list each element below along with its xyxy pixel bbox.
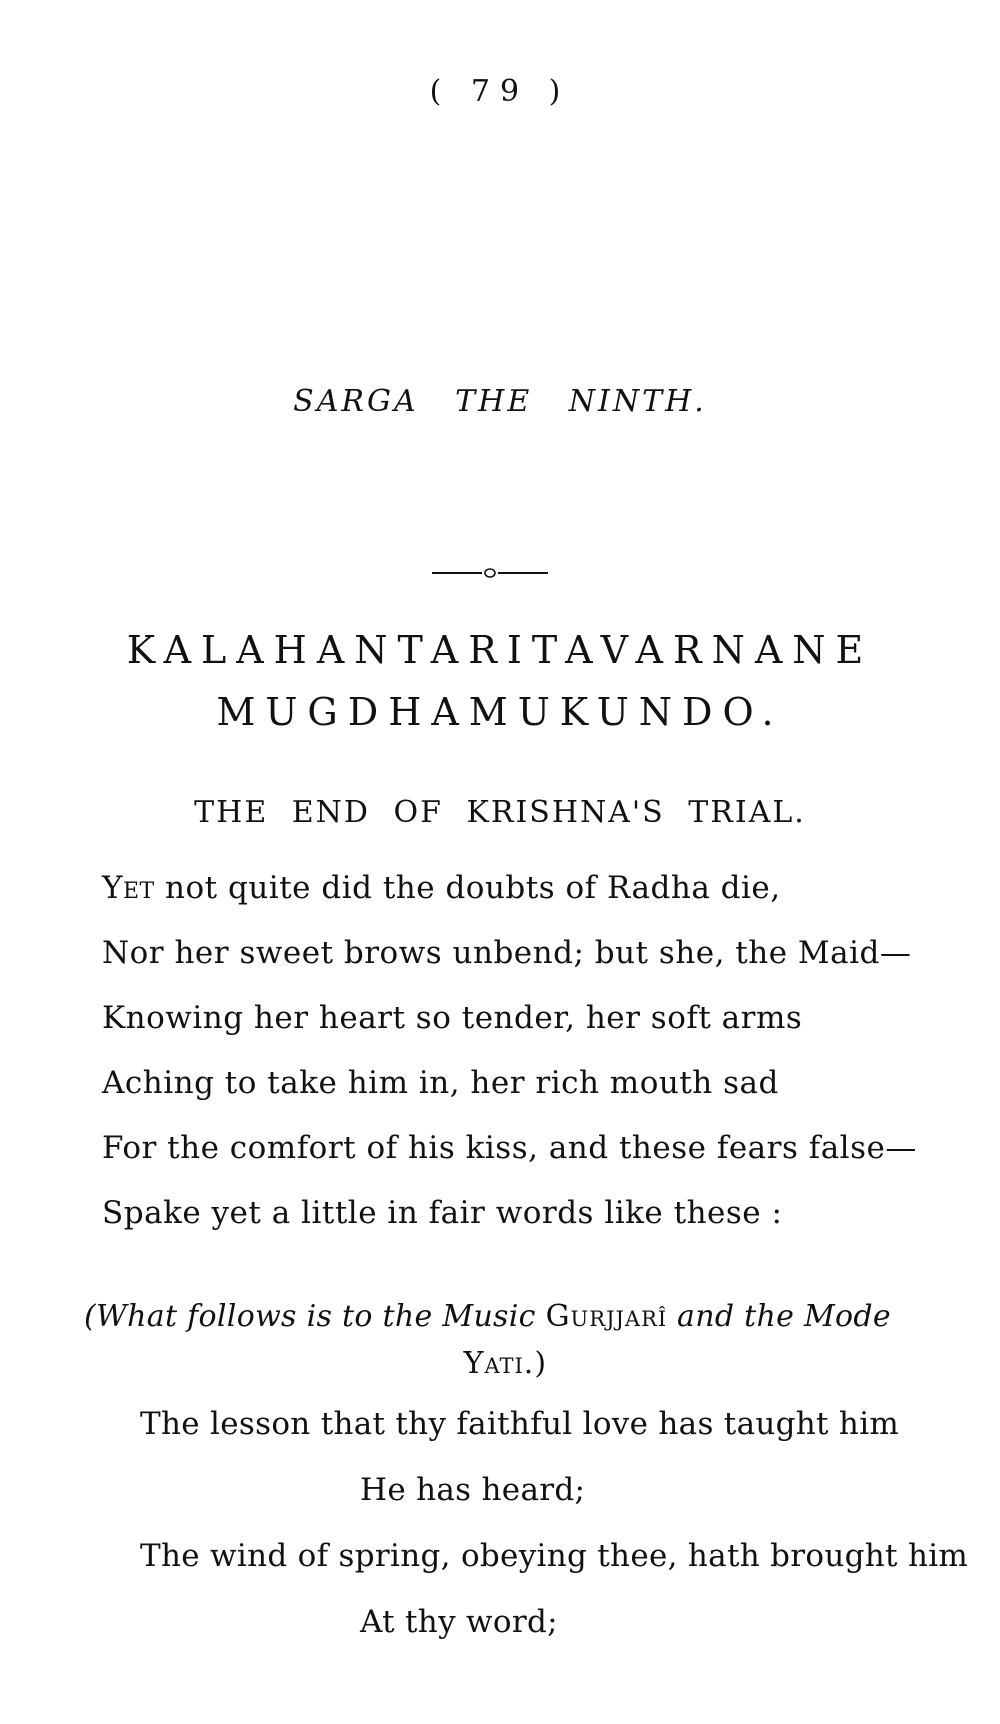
- mode-name: Yati.: [463, 1346, 535, 1381]
- song-line-1: The lesson that thy faithful love has taught him: [140, 1406, 900, 1442]
- song-line-4: At thy word;: [360, 1604, 558, 1640]
- section-heading: THE END OF KRISHNA'S TRIAL.: [194, 795, 806, 830]
- verse-line-1-text: not quite did the doubts of Radha die,: [154, 870, 781, 906]
- verse-line-1: [102, 870, 781, 906]
- music-name: Gurjjarî: [545, 1299, 668, 1334]
- main-title-line-1: KALAHANTARITAVARNANE: [126, 628, 874, 672]
- main-title-line-2: MUGDHAMUKUNDO.: [216, 690, 784, 734]
- ornamental-divider: [430, 567, 550, 579]
- song-line-3: The wind of spring, obeying thee, hath brought him: [140, 1538, 969, 1574]
- music-note-line-2: [0, 1346, 1000, 1381]
- music-note-open-paren: (: [84, 1299, 97, 1334]
- music-note-line-1: [84, 1299, 891, 1334]
- verse-line-5: For the comfort of his kiss, and these fears false—: [102, 1130, 917, 1166]
- music-note-close-paren: ): [534, 1346, 547, 1381]
- verse-line-6: Spake yet a little in fair words like these :: [102, 1195, 783, 1231]
- song-line-2: He has heard;: [360, 1472, 586, 1508]
- verse-first-word: Yet: [102, 870, 155, 906]
- verse-line-3: Knowing her heart so tender, her soft arms: [102, 1000, 803, 1036]
- sarga-title: SARGA THE NINTH.: [293, 384, 707, 419]
- page-number: ( 79 ): [429, 74, 571, 109]
- verse-line-2: Nor her sweet brows unbend; but she, the Maid—: [102, 935, 912, 971]
- music-note-text-1: What follows is to the Music: [96, 1299, 546, 1334]
- music-note-text-2: and the Mode: [667, 1299, 891, 1334]
- verse-line-4: Aching to take him in, her rich mouth sad: [102, 1065, 779, 1101]
